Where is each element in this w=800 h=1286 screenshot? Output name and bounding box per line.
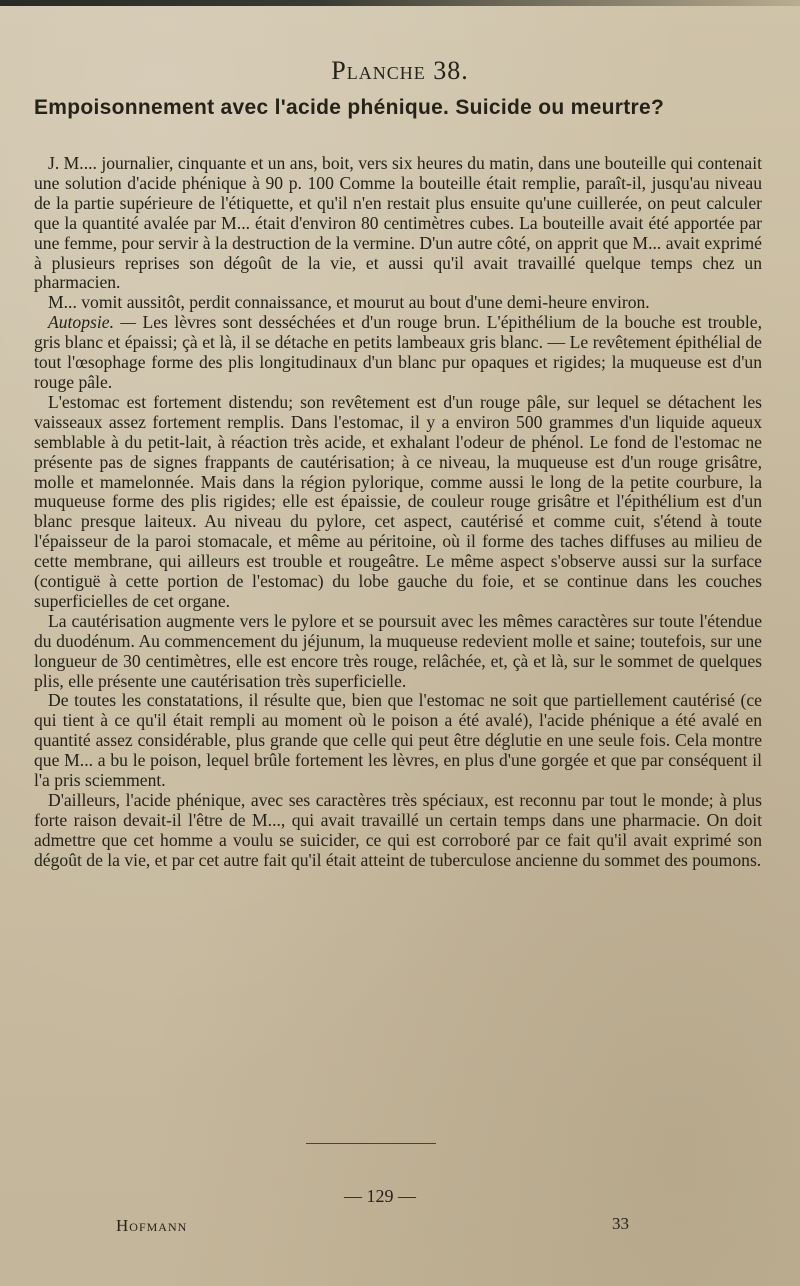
paragraph: D'ailleurs, l'acide phénique, avec ses caractères très spéciaux, est reconnu par tout le monde; à plus forte raison devait-il l'être de M..., qui avait travaillé un certain temps dans une pharmacie. On doit admettre que cet homme a voulu se suicider, ce qui est corroboré par ce fait qu'il avait exprimé son dégoût de la vie, et par cet autre fait qu'il était atteint de tuberculose ancienne du sommet des poumons.: [34, 790, 762, 870]
plate-title: Planche 38.: [331, 56, 469, 85]
body-text: [34, 154, 762, 871]
sheet-number: 33: [612, 1214, 629, 1233]
author-name: Hofmann: [116, 1216, 188, 1235]
paragraph: M... vomit aussitôt, perdit connaissance, et mourut au bout d'une demi-heure environ.: [48, 292, 650, 313]
paragraph-autopsy: [34, 313, 762, 393]
paragraph: La cautérisation augmente vers le pylore et se poursuit avec les mêmes caractères sur toute l'étendue du duodénum. Au commencement du jéjunum, la muqueuse redevient molle et saine; toutefois, sur une longueur de 30 centimètres, elle est encore très rouge, relâchée, et, çà et là, sur le sommet de quelques plis, elle présente une cautérisation très superficielle.: [34, 610, 762, 691]
divider: [306, 1143, 436, 1144]
paragraph: De toutes les constatations, il résulte que, bien que l'estomac ne soit que partiellement cautérisé (ce qui tient à ce qu'il était rempli au moment où le poison a été avalé), l'acide phénique a été avalé en quantité assez considérable, plus grande que celle qui peut être déglutie en une seule fois. Cela montre que M... a bu le poison, lequel brûle fortement les lèvres, en plus d'une gorgée et que par conséquent il l'a pris sciemment.: [34, 690, 762, 791]
paragraph: J. M.... journalier, cinquante et un ans, boit, vers six heures du matin, dans une bouteille qui contenait une solution d'acide phénique à 90 p. 100 Comme la bouteille était remplie, paraît-il, jusqu'au niveau de la partie supérieure de l'étiquette, et qu'il n'en restait plus ensuite qu'une cuillerée, on peut calculer que la quantité avalée par M... était d'environ 80 centimètres cubes. La bouteille avait été apportée par une femme, pour servir à la destruction de la vermine. D'un autre côté, on apprit que M... avait exprimé à plusieurs reprises son dégoût de la vie, et aussi qu'il avait travaillé quelque temps chez un pharmacien.: [34, 153, 762, 293]
page-title: Empoisonnement avec l'acide phénique. Suicide ou meurtre?: [34, 96, 665, 119]
paragraph-autopsy-text: Les lèvres sont desséchées et d'un rouge brun. L'épithélium de la bouche est trouble, gris blanc et épaissi; çà et là, il se détache en petits lambeaux gris blanc. — Le revêtement épithélial de tout l'œsophage forme des plis longitudinaux d'un blanc pur opaques et rigides; la muqueuse est d'un rouge pâle.: [34, 312, 762, 392]
scan-edge: [0, 0, 800, 6]
paragraph: L'estomac est fortement distendu; son revêtement est d'un rouge pâle, sur lequel se détachent les vaisseaux assez fortement remplis. Dans l'estomac, il y a environ 500 grammes d'un liquide aqueux semblable à du petit-lait, à réaction très acide, et exhalant l'odeur de phénol. Le fond de l'estomac ne présente pas de signes frappants de cautérisation; à ce niveau, la muqueuse est d'un rouge grisâtre, molle et mamelonnée. Mais dans la région pylorique, comme aussi le long de la petite courbure, la muqueuse forme des plis rigides; elle est épaissie, de couleur rouge grisâtre et l'épithélium est d'un blanc presque laiteux. Au niveau du pylore, cet aspect, cautérisé et comme cuit, s'étend à toute l'épaisseur de la paroi stomacale, et même au péritoine, où il forme des taches diffuses au milieu de cette membrane, qui ailleurs est trouble et rougeâtre. Le même aspect s'observe aussi sur la surface (contiguë à cette portion de l'estomac) du lobe gauche du foie, et se continue dans les couches superficielles de cet organe.: [34, 391, 762, 611]
autopsy-label: Autopsie. —: [48, 312, 137, 333]
page-number: — 129 —: [344, 1186, 416, 1206]
